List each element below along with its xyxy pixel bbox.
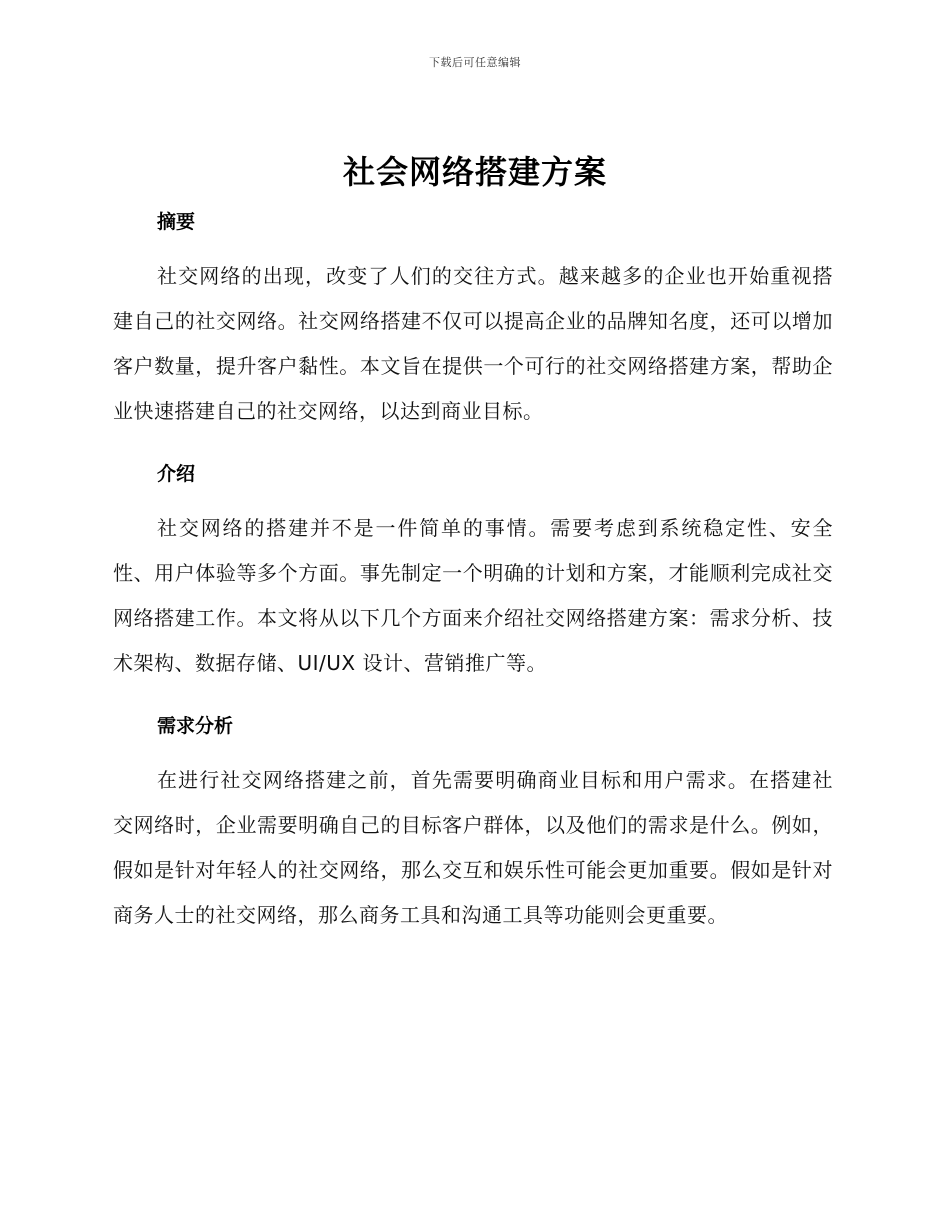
section-heading-introduction: 介绍 xyxy=(157,463,196,485)
section-body-requirements: 在进行社交网络搭建之前，首先需要明确商业目标和用户需求。在搭建社交网络时，企业需要明确自己的目标客户群体，以及他们的需求是什么。例如，假如是针对年轻人的社交网络，那么交互和娱乐性可能会更加重要。假如是针对商务人士的社交网络，那么商务工具和沟通工具等功能则会更重要。 xyxy=(113,768,833,927)
document-content xyxy=(113,204,833,938)
section-body-introduction: 社交网络的搭建并不是一件简单的事情。需要考虑到系统稳定性、安全性、用户体验等多个方面。事先制定一个明确的计划和方案，才能顺利完成社交网络搭建工作。本文将从以下几个方面来介绍社交网络搭建方案：需求分析、技术架构、数据存储、UI/UX 设计、营销推广等。 xyxy=(113,516,833,675)
section-heading-requirements: 需求分析 xyxy=(157,715,234,737)
section-abstract xyxy=(113,204,833,434)
document-title: 社会网络搭建方案 xyxy=(342,153,607,191)
header-note: 下载后可任意编辑 xyxy=(429,56,521,69)
section-heading-abstract: 摘要 xyxy=(157,211,196,233)
section-requirements xyxy=(113,708,833,938)
section-introduction xyxy=(113,456,833,686)
section-body-abstract: 社交网络的出现，改变了人们的交往方式。越来越多的企业也开始重视搭建自己的社交网络。社交网络搭建不仅可以提高企业的品牌知名度，还可以增加客户数量，提升客户黏性。本文旨在提供一个可行的社交网络搭建方案，帮助企业快速搭建自己的社交网络，以达到商业目标。 xyxy=(113,264,833,423)
